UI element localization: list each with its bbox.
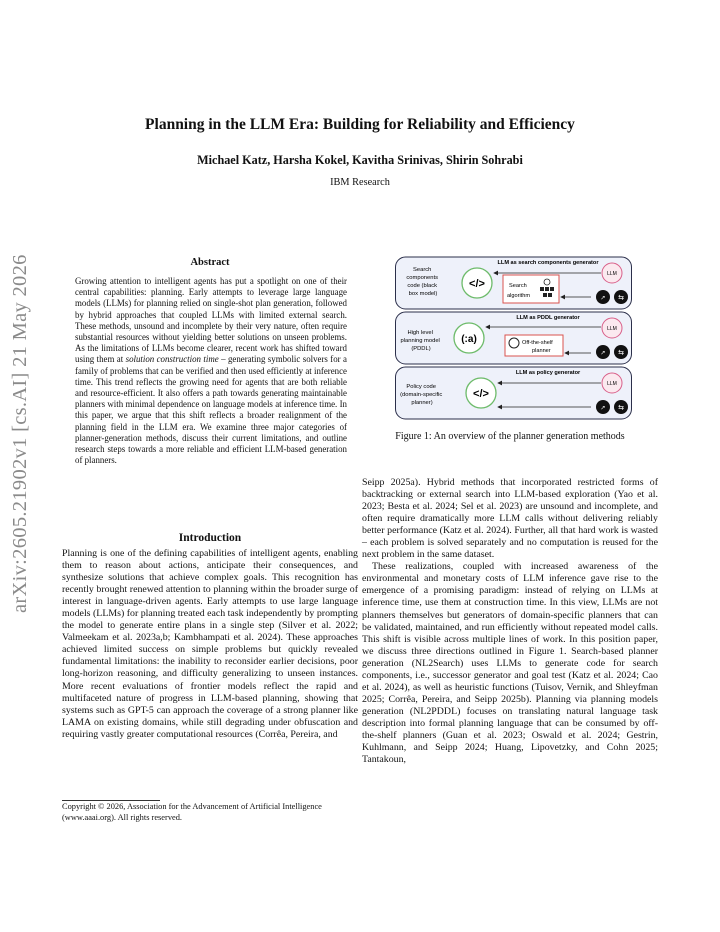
svg-text:LLM: LLM	[607, 381, 617, 387]
policy-glyph: </>	[473, 388, 489, 400]
paper-affiliation: IBM Research	[330, 177, 390, 188]
search-algorithm-label: Search algorithm	[507, 283, 531, 299]
svg-text:⇆: ⇆	[618, 294, 624, 302]
arxiv-stamp: arXiv:2605.21902v1 [cs.AI] 21 May 2026	[9, 254, 31, 613]
figure-panel-search	[396, 257, 632, 309]
right-paragraph-2: These realizations, coupled with increased awareness of the environmental and monetary costs of LLM inference gave rise to the emergence of a promising paradigm: instead of relying on LLMs at inference time, use them at construction time. In this view, LLMs are not planners themselves but generators of domain-specific planners that can be validated, maintained, and run efficiently without repeated model calls. This shift is visible across multiple lines of work. In this position paper, we discuss three directions outlined in Figure 1. Search-based planner generation (NL2Search) uses LLMs to generate code for search components, i.e., successor generator and goal test (Katz et al. 2024; Cao et al. 2024), as well as heuristic functions (Tuisov, Vernik, and Shleyfman 2025; Corrêa, Pereira, and Seipp 2025b). Planning via planning models generation (NL2PDDL) focuses on translating natural language task description into formal planning language that can be consumed by off-the-shelf planners (Guan et al. 2023; Oswald et al. 2024; Gestrin, Kuhlmann, and Seipp 2024; Huang, Lipovetzky, and Cohn 2025; Tantakoun,	[362, 561, 658, 766]
figure-panel-pddl	[396, 312, 632, 364]
svg-text:⇆: ⇆	[618, 404, 624, 412]
panel1-label: Search components code (black box model)	[406, 267, 438, 297]
panel3-label: Policy code (domain-specific planner)	[400, 384, 443, 406]
svg-text:↗: ↗	[600, 405, 606, 412]
figure-1	[395, 255, 635, 421]
panel1-header: LLM as search components generator	[497, 260, 599, 266]
planner-label: Off-the-shelf planner	[522, 340, 553, 354]
panel2-header: LLM as PDDL generator	[516, 315, 580, 321]
panel3-header: LLM as policy generator	[515, 370, 581, 376]
svg-text:LLM: LLM	[607, 326, 617, 332]
figure-caption: Figure 1: An overview of the planner generation methods	[395, 431, 625, 442]
svg-text:↗: ↗	[600, 295, 606, 302]
paper-authors: Michael Katz, Harsha Kokel, Kavitha Srinivas, Shirin Sohrabi	[197, 153, 523, 167]
copyright-notice: Copyright © 2026, Association for the Advancement of Artificial Intelligence (www.aaai.org). All rights reserved.	[62, 802, 322, 822]
abstract-text	[75, 276, 347, 466]
panel2-label: High level planning model (PDDL)	[400, 330, 440, 352]
figure-panel-policy	[396, 367, 632, 419]
right-paragraph-1: Seipp 2025a). Hybrid methods that incorporated restricted forms of backtracking or external search into LLM-based exploration (Yao et al. 2023; Besta et al. 2024; Sel et al. 2023) are unsound and incomplete, and often require dramatically more LLM calls without delivering reliably better performance (Katz et al. 2024). Further, all that hard work is wasted – each problem is solved separately and no computation is reused for the next problem in the same dataset.	[362, 477, 658, 561]
abstract-heading: Abstract	[190, 257, 230, 268]
footnote-rule	[62, 800, 160, 801]
abstract-text-part2: – generating symbolic solvers for a family of problems that can be verified and then used efficiently at inference time. This trend reflects the growing need for agents that are both reliable and resource-efficient. It also offers a path towards generating maintainable planners with minimal dependence on language models at inference time. In this paper, we argue that this shift reflects a broader realignment of the planning field in the LLM era. We examine three major categories of planner-generation methods, discuss their current limitations, and outline research steps towards a more reliable and efficient LLM-based generation of planners.	[75, 354, 347, 466]
pddl-glyph: (:a)	[461, 334, 477, 345]
abstract-text-part1: Growing attention to intelligent agents has put a spotlight on one of their central capabilities: planning. Early attempts to leverage large language models (LLMs) for planning relied on single-shot plan generation, followed by hybrid approaches that coupled LLMs with limited external search. These methods, unsound and incomplete by their very nature, often require substantial resources without yielding better solutions on unseen problems. As the limitations of LLMs become clearer, recent work has shifted toward using them at	[75, 276, 347, 365]
svg-text:⇆: ⇆	[618, 349, 624, 357]
introduction-paragraph: Planning is one of the defining capabilities of intelligent agents, enabling them to reason about actions, anticipate their consequences, and synthesize solutions that achieve complex goals. This recognition has recently brought renewed attention to planning within the broader surge of interest in language-driven agents. Early attempts to use large language models (LLMs) for planning treated each task independently by prompting the model to generate entire plans in a single step (Silver et al. 2022; Valmeekam et al. 2023a,b; Kambhampati et al. 2024). These approaches achieved limited success on simple problems but quickly revealed fundamental limitations: the inability to reconsider earlier decisions, poor long-horizon reasoning, and difficulty generalizing to unseen instances. More recent evaluations of frontier models reflect the rapid and multifaceted nature of progress in LLM-based planning, showing that systems such as GPT-5 can approach the coverage of a strong planner like LAMA on existing domains, while still degrading under obfuscation and requiring vastly greater computational resources (Corrêa, Pereira, and	[62, 548, 358, 740]
svg-text:↗: ↗	[600, 350, 606, 357]
introduction-heading: Introduction	[178, 532, 242, 544]
code-glyph: </>	[469, 278, 485, 290]
svg-text:LLM: LLM	[607, 271, 617, 277]
abstract-text-italic: solution construction time	[125, 354, 219, 365]
paper-title: Planning in the LLM Era: Building for Reliability and Efficiency	[145, 116, 575, 133]
right-column-body	[362, 477, 658, 766]
introduction-body	[62, 548, 358, 741]
